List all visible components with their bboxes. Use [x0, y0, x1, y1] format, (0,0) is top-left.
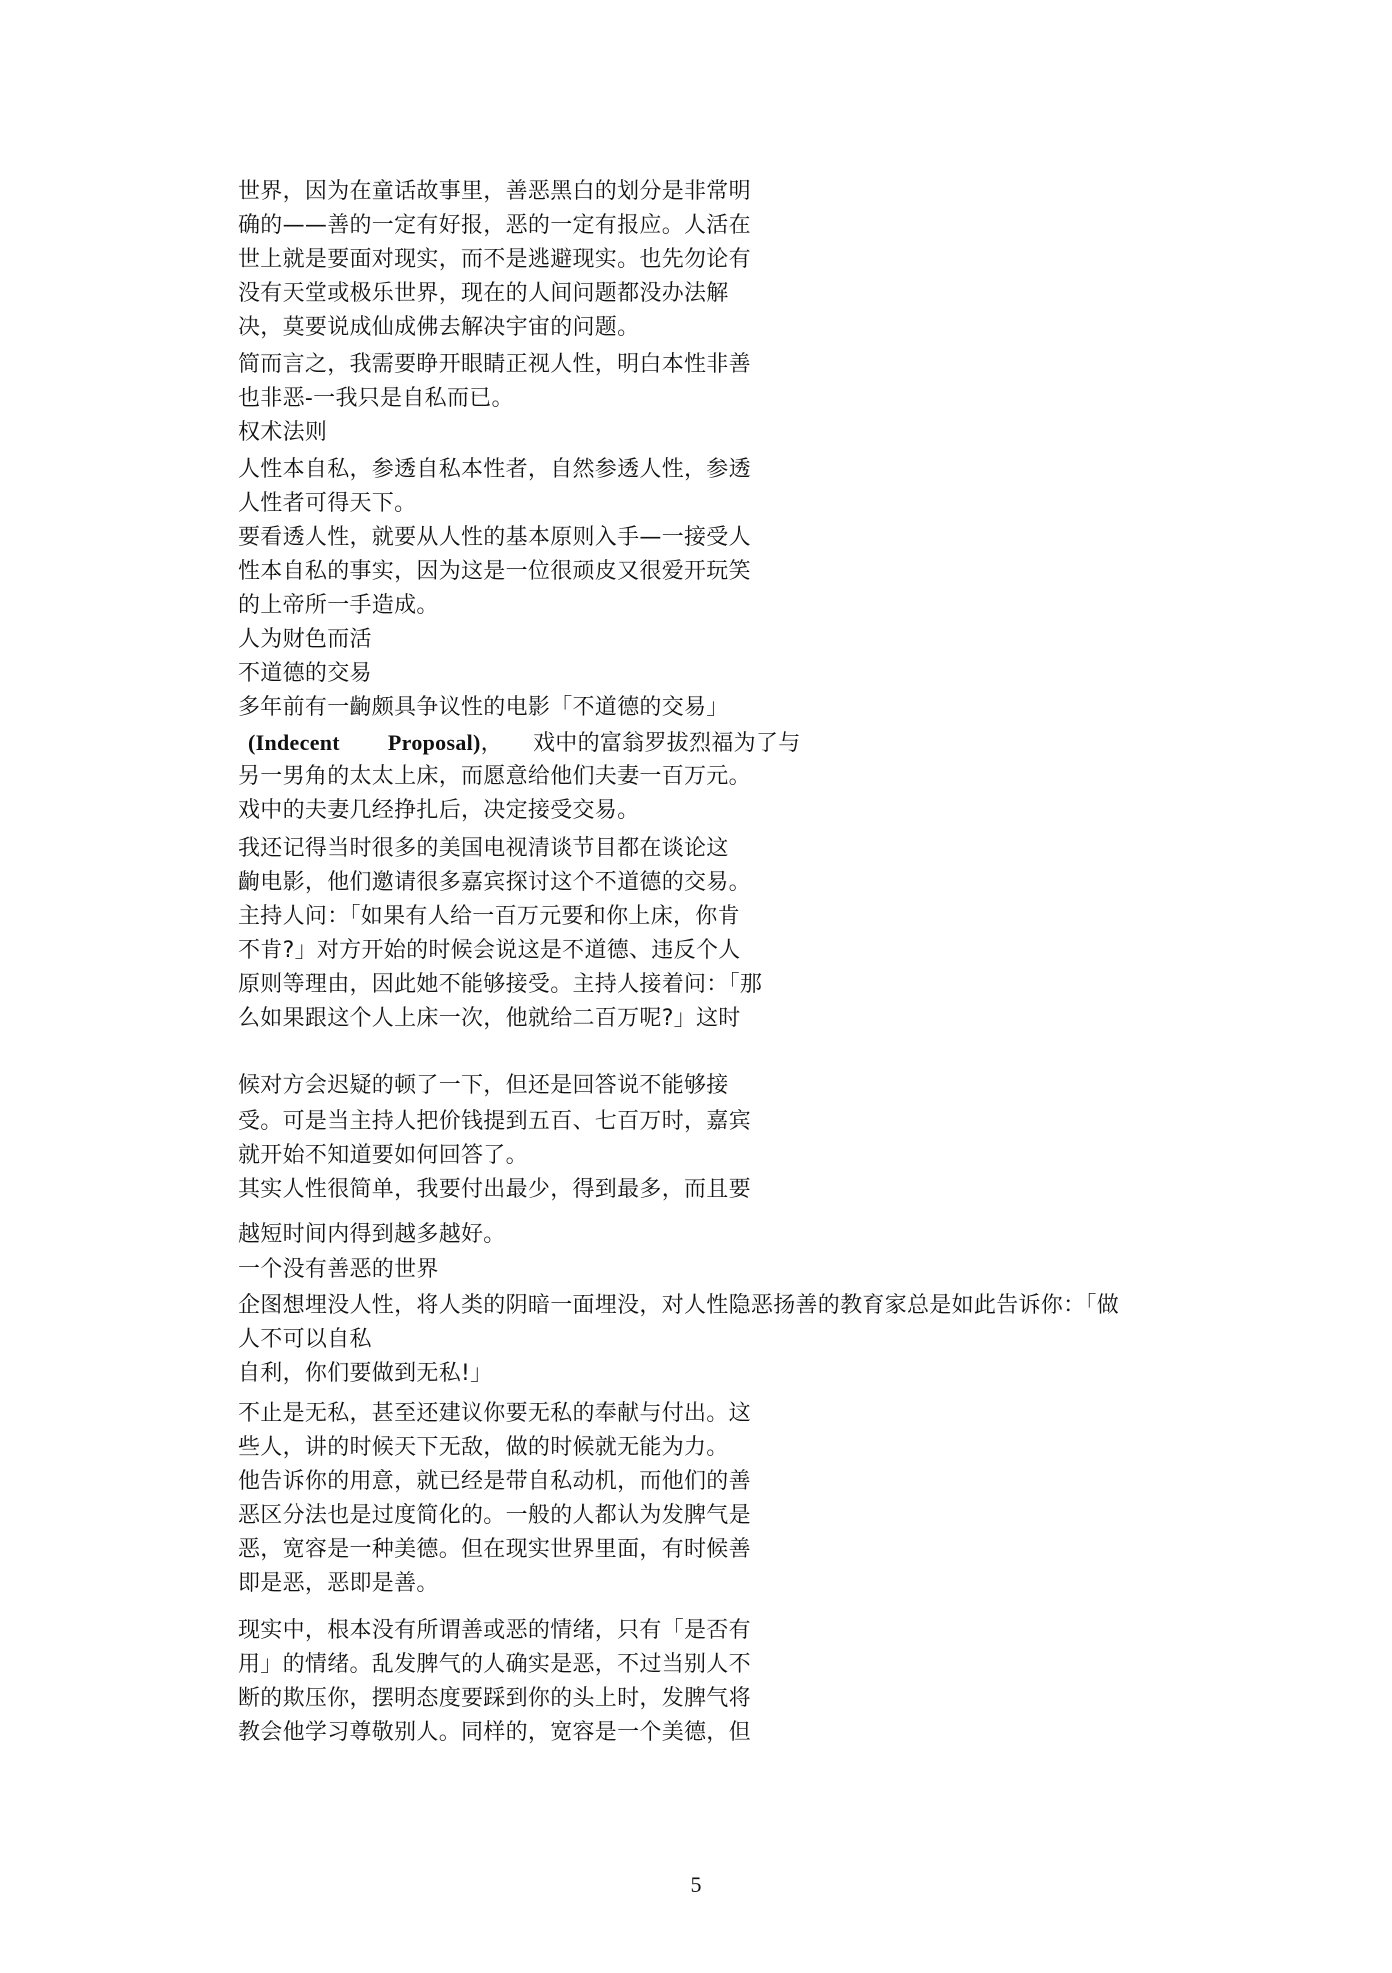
text-line: 也非恶-一我只是自私而已。	[238, 386, 514, 411]
text-line: 简而言之，我需要睁开眼睛正视人性，明白本性非善	[238, 352, 751, 377]
text-line: 断的欺压你，摆明态度要踩到你的头上时，发脾气将	[238, 1686, 751, 1711]
text-line: 自利，你们要做到无私!」	[238, 1361, 493, 1386]
text-line: 不止是无私，甚至还建议你要无私的奉献与付出。这	[238, 1401, 751, 1426]
text-rest: 戏中的富翁罗拔烈福为了与	[532, 731, 801, 756]
text-line: 人性本自私，参透自私本性者，自然参透人性，参透	[238, 457, 751, 482]
text-line: 人性者可得天下。	[238, 491, 417, 516]
text-line: 候对方会迟疑的顿了一下，但还是回答说不能够接	[238, 1073, 729, 1098]
text-line: 现实中，根本没有所谓善或恶的情绪，只有「是否有	[238, 1618, 751, 1643]
text-line: 恶，宽容是一种美德。但在现实世界里面，有时候善	[238, 1537, 751, 1562]
text-line: 受。可是当主持人把价钱提到五百、七百万时，嘉宾	[238, 1109, 751, 1134]
text-line: 些人，讲的时候天下无敌，做的时候就无能为力。	[238, 1435, 729, 1460]
comma: ，	[480, 731, 503, 756]
text-line: 人不可以自私	[238, 1327, 372, 1352]
text-line: 就开始不知道要如何回答了。	[238, 1143, 528, 1168]
text-line: 性本自私的事实，因为这是一位很顽皮又很爱开玩笑	[238, 559, 751, 584]
text-line: 不肯?」对方开始的时候会说这是不道德、违反个人	[238, 938, 741, 963]
text-line: 么如果跟这个人上床一次，他就给二百万呢?」这时	[238, 1006, 741, 1031]
text-line: 原则等理由，因此她不能够接受。主持人接着问：「那	[238, 972, 763, 997]
text-line: 另一男角的太太上床，而愿意给他们夫妻一百万元。	[238, 764, 751, 789]
text-line: 他告诉你的用意，就已经是带自私动机，而他们的善	[238, 1469, 751, 1494]
text-line: 多年前有一齣颇具争议性的电影「不道德的交易」	[238, 695, 729, 720]
text-line: 恶区分法也是过度简化的。一般的人都认为发脾气是	[238, 1503, 751, 1528]
text-line: 越短时间内得到越多越好。	[238, 1222, 506, 1247]
indecent-proposal-line	[248, 729, 801, 758]
text-line: 戏中的夫妻几经挣扎后，决定接受交易。	[238, 798, 640, 823]
section-heading: 人为财色而活	[238, 627, 372, 652]
text-line: 没有天堂或极乐世界，现在的人间问题都没办法解	[238, 281, 729, 306]
text-line: 用」的情绪。乱发脾气的人确实是恶，不过当别人不	[238, 1652, 751, 1677]
text-line: 要看透人性，就要从人性的基本原则入手—一接受人	[238, 525, 751, 550]
english-title-part1: (Indecent	[248, 730, 340, 755]
text-line: 即是恶，恶即是善。	[238, 1571, 439, 1596]
text-line: 世上就是要面对现实，而不是逃避现实。也先勿论有	[238, 247, 751, 272]
text-line: 的上帝所一手造成。	[238, 593, 439, 618]
text-line: 其实人性很简单，我要付出最少，得到最多，而且要	[238, 1177, 751, 1202]
section-heading: 一个没有善恶的世界	[238, 1257, 439, 1282]
text-line: 教会他学习尊敬别人。同样的，宽容是一个美德，但	[238, 1720, 751, 1745]
text-line: 主持人问：「如果有人给一百万元要和你上床，你肯	[238, 904, 740, 929]
page-number: 5	[690, 1872, 702, 1897]
section-heading: 不道德的交易	[238, 661, 372, 686]
english-title-part2: Proposal)	[387, 730, 481, 755]
text-line: 我还记得当时很多的美国电视清谈节目都在谈论这	[238, 836, 729, 861]
text-line: 齣电影，他们邀请很多嘉宾探讨这个不道德的交易。	[238, 870, 751, 895]
text-line: 确的——善的一定有好报，恶的一定有报应。人活在	[238, 213, 751, 238]
section-heading: 权术法则	[238, 420, 328, 445]
text-line: 决，莫要说成仙成佛去解决宇宙的问题。	[238, 315, 640, 340]
text-line: 世界，因为在童话故事里，善恶黑白的划分是非常明	[238, 179, 751, 204]
text-line: 企图想埋没人性，将人类的阴暗一面埋没，对人性隐恶扬善的教育家总是如此告诉你：「做	[238, 1293, 1120, 1318]
